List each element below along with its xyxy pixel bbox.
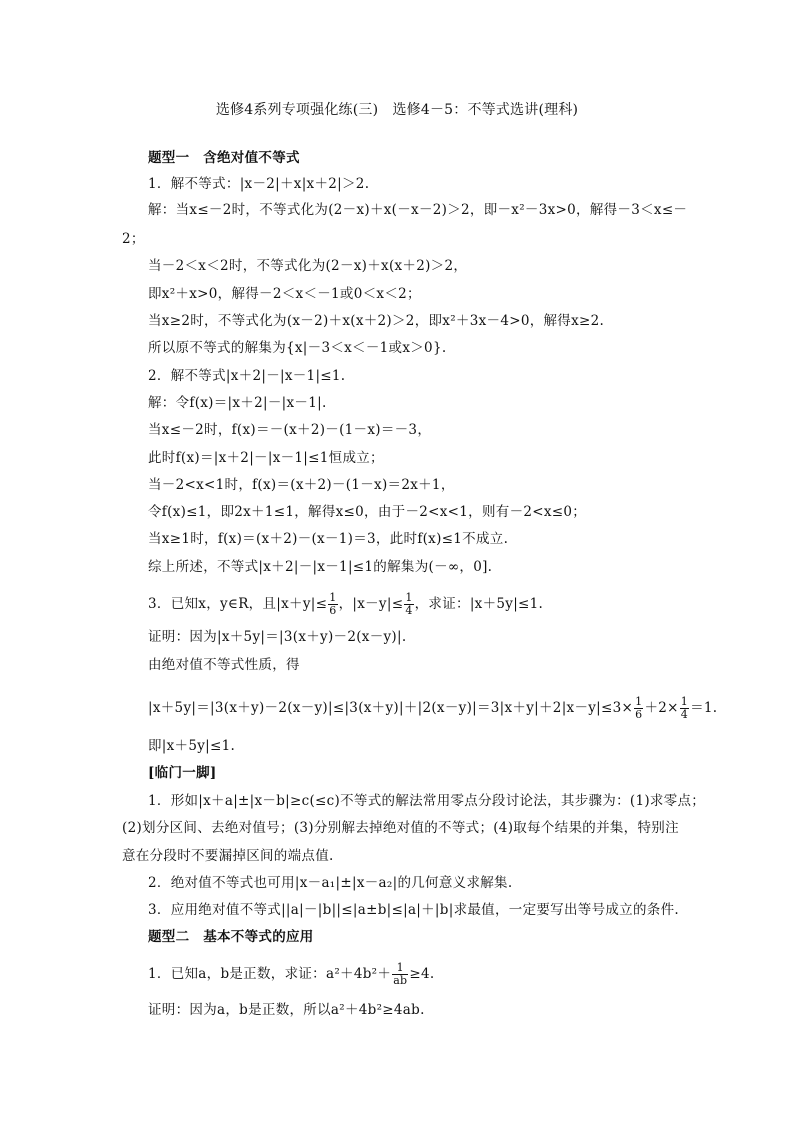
problem-1-step-4: 当x≥2时，不等式化为(x－2)＋x(x＋2)＞2，即x²＋3x－4>0，解得x≥2. xyxy=(148,313,605,329)
section-header-1: 题型一 含绝对值不等式 xyxy=(148,150,300,166)
fraction-denominator: 6 xyxy=(635,708,643,721)
problem-1-step-1a: 解：当x≤－2时，不等式化为(2－x)＋x(－x－2)＞2，即－x²－3x>0，解得－3＜x≤－ xyxy=(148,202,688,218)
fraction-one-sixth xyxy=(634,696,643,721)
section-2-question-1-part-b: ≥4. xyxy=(409,966,435,982)
problem-2-question: 2．解不等式|x＋2|－|x－1|≤1. xyxy=(148,368,346,384)
fraction-numerator: 1 xyxy=(680,695,689,708)
section-2-proof-1: 证明：因为a，b是正数，所以a²＋4b²≥4ab. xyxy=(148,1002,425,1018)
tip-2: 2．绝对值不等式也可用|x－a₁|±|x－a₂|的几何意义求解集. xyxy=(148,875,513,891)
tip-1-line-a: 1．形如|x＋a|±|x－b|≥c(≤c)不等式的解法常用零点分段讨论法，其步骤为：(1)求零点； xyxy=(148,793,706,809)
fraction-numerator: 1 xyxy=(392,962,408,975)
problem-3-question-part-c: ，求证：|x＋5y|≤1. xyxy=(414,596,544,612)
fraction-denominator: ab xyxy=(393,974,408,987)
fraction-numerator: 1 xyxy=(635,695,643,708)
fraction-one-quarter xyxy=(680,696,689,721)
problem-3-step-3-part-a: |x＋5y|＝|3(x＋y)－2(x－y)|≤|3(x＋y)|＋|2(x－y)|＝3|x＋y|＋2|x－y|≤3× xyxy=(148,700,634,716)
problem-2-step-3: 此时f(x)＝|x＋2|－|x－1|≤1恒成立； xyxy=(148,450,384,466)
fraction-one-quarter xyxy=(404,592,413,617)
section-2-question-1-part-a: 1．已知a，b是正数，求证：a²＋4b²＋ xyxy=(148,966,392,982)
tip-1-line-b: (2)划分区间、去绝对值号；(3)分别解去掉绝对值的不等式；(4)取每个结果的并集，特别注 xyxy=(122,820,679,836)
problem-2-step-7: 综上所述，不等式|x＋2|－|x－1|≤1的解集为(－∞，0]. xyxy=(148,559,493,575)
tip-3: 3．应用绝对值不等式||a|－|b||≤|a±b|≤|a|＋|b|求最值，一定要写出等号成立的条件. xyxy=(148,902,679,918)
problem-3-step-3-part-c: ＝1. xyxy=(690,700,718,716)
problem-2-step-5: 令f(x)≤1，即2x＋1≤1，解得x≤0，由于－2<x<1，则有－2<x≤0； xyxy=(148,504,587,520)
fraction-denominator: 4 xyxy=(405,604,413,617)
problem-3-step-3 xyxy=(148,696,717,721)
problem-1-question: 1．解不等式：|x－2|＋x|x＋2|＞2. xyxy=(148,176,370,192)
section-2-question-1 xyxy=(148,962,434,987)
tip-1-line-c: 意在分段时不要漏掉区间的端点值. xyxy=(122,848,334,864)
problem-3-question xyxy=(148,592,543,617)
fraction-denominator: 4 xyxy=(680,708,689,721)
problem-1-step-1b: 2； xyxy=(122,231,145,247)
problem-2-step-6: 当x≥1时，f(x)＝(x＋2)－(x－1)＝3，此时f(x)≤1不成立. xyxy=(148,531,509,547)
problem-1-step-5: 所以原不等式的解集为{x|－3＜x＜－1或x＞0}. xyxy=(148,340,447,356)
fraction-one-sixth xyxy=(328,592,337,617)
fraction-denominator: 6 xyxy=(329,604,337,617)
tips-header: [临门一脚] xyxy=(148,765,217,781)
problem-2-step-1: 解：令f(x)＝|x＋2|－|x－1|. xyxy=(148,395,327,411)
fraction-one-over-ab xyxy=(392,962,408,987)
page-title: 选修4系列专项强化练(三) 选修4－5：不等式选讲(理科) xyxy=(215,102,579,118)
problem-3-step-3-part-b: ＋2× xyxy=(644,700,679,716)
section-header-2: 题型二 基本不等式的应用 xyxy=(148,929,314,945)
problem-1-step-3: 即x²＋x>0，解得－2＜x＜－1或0＜x＜2； xyxy=(148,286,421,302)
problem-2-step-2: 当x≤－2时，f(x)＝－(x＋2)－(1－x)＝－3， xyxy=(148,422,432,438)
problem-3-step-2: 由绝对值不等式性质，得 xyxy=(148,657,300,673)
problem-3-question-part-a: 3．已知x，y∈R，且|x＋y|≤ xyxy=(148,596,328,612)
fraction-numerator: 1 xyxy=(405,591,413,604)
problem-2-step-4: 当－2<x<1时，f(x)＝(x＋2)－(1－x)＝2x＋1， xyxy=(148,477,455,493)
problem-1-step-2: 当－2＜x＜2时，不等式化为(2－x)＋x(x＋2)＞2， xyxy=(148,258,468,274)
fraction-numerator: 1 xyxy=(329,591,337,604)
problem-3-step-1: 证明：因为|x＋5y|＝|3(x＋y)－2(x－y)|. xyxy=(148,629,407,645)
problem-3-step-4: 即|x＋5y|≤1. xyxy=(148,738,236,754)
problem-3-question-part-b: ，|x－y|≤ xyxy=(338,596,404,612)
